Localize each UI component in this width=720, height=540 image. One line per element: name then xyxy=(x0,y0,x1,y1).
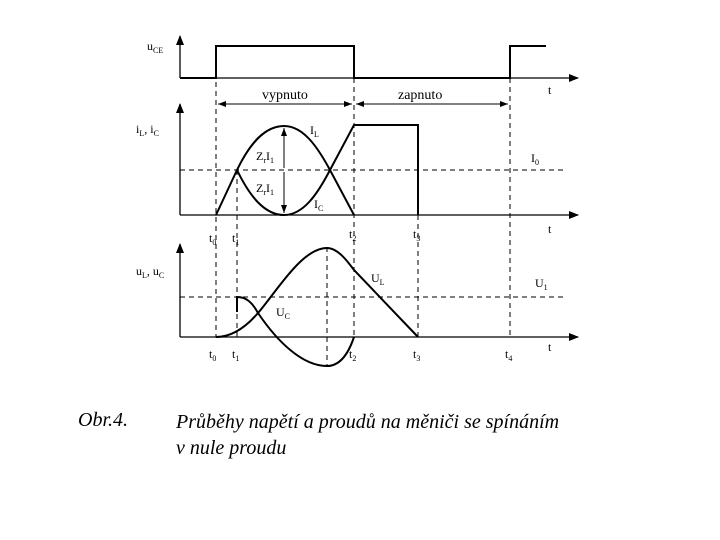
tick-t3: $t_3$ xyxy=(413,227,421,243)
panel-currents xyxy=(136,104,578,247)
figure-number: Obr.4. xyxy=(78,409,129,431)
figure-caption xyxy=(176,409,676,461)
time-guides xyxy=(216,46,513,367)
zr-label-top: $Z_rI_1$ xyxy=(256,149,275,165)
curve-IL-label: $I_L$ xyxy=(310,123,319,139)
interval-markers xyxy=(218,88,508,104)
voltage-t-label: t xyxy=(548,340,552,354)
level-I0-label: $I_0$ xyxy=(531,151,539,167)
curve-UL xyxy=(237,297,357,366)
tick-t2: $t_2$ xyxy=(349,227,357,243)
caption-line-1: Průběhy napětí a proudů na měniči se spínáním xyxy=(176,411,560,433)
current-t-label: t xyxy=(548,222,552,236)
curve-IC xyxy=(237,170,354,215)
curve-UC-label: $U_C$ xyxy=(276,305,291,321)
uce-y-label: $u_{CE}$ xyxy=(147,39,164,55)
tick-v-t2: $t_2$ xyxy=(349,347,357,363)
caption-line-2: v nule proudu xyxy=(176,437,287,459)
tick-v-t4: $t_4$ xyxy=(505,347,513,363)
tick-v-t0: $t_0$ xyxy=(209,347,217,363)
level-U1-label: $U_1$ xyxy=(535,276,548,292)
curve-UC xyxy=(216,248,418,337)
current-y-label: $i_L$, $i_C$ xyxy=(136,122,159,138)
curve-IC-label: $I_C$ xyxy=(314,197,324,213)
zapnuto-label: zapnuto xyxy=(398,88,443,103)
panel-voltages xyxy=(136,244,578,366)
tick-v-t1: $t_1$ xyxy=(232,347,240,363)
voltage-y-label: $u_L$, $u_C$ xyxy=(136,264,165,280)
uce-t-label: t xyxy=(548,83,552,97)
tick-t0: $t_0$ xyxy=(209,231,217,247)
vypnuto-label: vypnuto xyxy=(262,88,308,103)
zr-label-bottom: $Z_rI_1$ xyxy=(256,181,275,197)
tick-v-t3: $t_3$ xyxy=(413,347,421,363)
uce-waveform xyxy=(180,46,546,78)
tick-t1: $t_1$ xyxy=(232,231,240,247)
curve-UL-label: $U_L$ xyxy=(371,271,385,287)
panel-uce xyxy=(147,36,578,97)
